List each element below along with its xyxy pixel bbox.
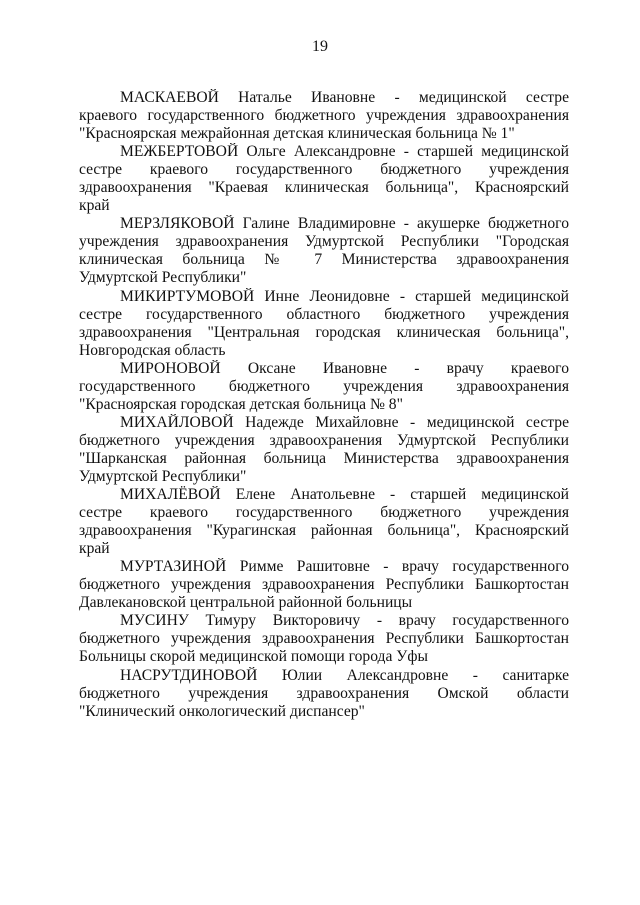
entry-line: здравоохранения "Центральная городская клиническая больница", bbox=[79, 323, 569, 341]
entry-line: НАСРУТДИНОВОЙ Юлии Александровне - санитарке bbox=[120, 666, 569, 684]
award-entry bbox=[79, 414, 569, 486]
entry-line: МИКИРТУМОВОЙ Инне Леонидовне - старшей медицинской bbox=[120, 287, 569, 305]
entry-line: бюджетного учреждения здравоохранения Республики Башкортостан bbox=[79, 576, 569, 594]
award-entry bbox=[79, 667, 569, 721]
entry-line: государственного бюджетного учреждения здравоохранения bbox=[79, 377, 569, 395]
award-entry bbox=[79, 558, 569, 612]
entry-line: сестре краевого государственного бюджетного учреждения bbox=[79, 504, 569, 522]
page-number: 19 bbox=[312, 38, 328, 55]
entry-line: клиническая больница № 7 Министерства здравоохранения bbox=[79, 251, 569, 269]
entry-line: МИХАЛЁВОЙ Елене Анатольевне - старшей медицинской bbox=[120, 486, 569, 504]
entry-line: здравоохранения "Краевая клиническая больница", Красноярский bbox=[79, 179, 569, 197]
entry-line: МИХАЙЛОВОЙ Надежде Михайловне - медицинской сестре bbox=[120, 413, 569, 431]
entry-line: МЕЖБЕРТОВОЙ Ольге Александровне - старшей медицинской bbox=[120, 143, 569, 161]
entry-line: бюджетного учреждения здравоохранения Удмуртской Республики bbox=[79, 431, 569, 449]
award-list bbox=[79, 89, 569, 721]
entry-line: Давлекановской центральной районной больницы bbox=[79, 594, 413, 612]
entry-line: край bbox=[79, 197, 110, 215]
entry-line: сестре краевого государственного бюджетного учреждения bbox=[79, 161, 569, 179]
entry-line: Удмуртской Республики" bbox=[79, 269, 247, 287]
entry-line: "Красноярская межрайонная детская клиническая больница № 1" bbox=[79, 125, 515, 143]
entry-line: учреждения здравоохранения Удмуртской Республики "Городская bbox=[79, 233, 569, 251]
entry-line: Больницы скорой медицинской помощи города Уфы bbox=[79, 648, 428, 666]
entry-line: МИРОНОВОЙ Оксане Ивановне - врачу краевого bbox=[120, 359, 569, 377]
entry-line: "Клинический онкологический диспансер" bbox=[79, 702, 365, 720]
entry-line: краевого государственного бюджетного учреждения здравоохранения bbox=[79, 107, 569, 125]
entry-line: МУСИНУ Тимуру Викторовичу - врачу государственного bbox=[120, 612, 569, 630]
entry-line: край bbox=[79, 540, 110, 558]
entry-line: "Шарканская районная больница Министерства здравоохранения bbox=[79, 449, 569, 467]
entry-line: МЕРЗЛЯКОВОЙ Галине Владимировне - акушерке бюджетного bbox=[120, 215, 569, 233]
entry-line: бюджетного учреждения здравоохранения Омской области bbox=[79, 684, 569, 702]
entry-line: Новгородская область bbox=[79, 341, 226, 359]
entry-line: Удмуртской Республики" bbox=[79, 467, 247, 485]
award-entry bbox=[79, 486, 569, 558]
entry-line: МУРТАЗИНОЙ Римме Рашитовне - врачу государственного bbox=[120, 558, 569, 576]
award-entry bbox=[79, 360, 569, 414]
entry-line: МАСКАЕВОЙ Наталье Ивановне - медицинской сестре bbox=[120, 89, 569, 106]
entry-line: здравоохранения "Курагинская районная больница", Красноярский bbox=[79, 522, 569, 540]
award-entry bbox=[79, 612, 569, 666]
award-entry bbox=[79, 288, 569, 360]
entry-line: бюджетного учреждения здравоохранения Республики Башкортостан bbox=[79, 630, 569, 648]
entry-line: сестре государственного областного бюджетного учреждения bbox=[79, 305, 569, 323]
award-entry bbox=[79, 143, 569, 215]
entry-line: "Красноярская городская детская больница № 8" bbox=[79, 395, 403, 413]
award-entry bbox=[79, 215, 569, 287]
award-entry bbox=[79, 89, 569, 143]
